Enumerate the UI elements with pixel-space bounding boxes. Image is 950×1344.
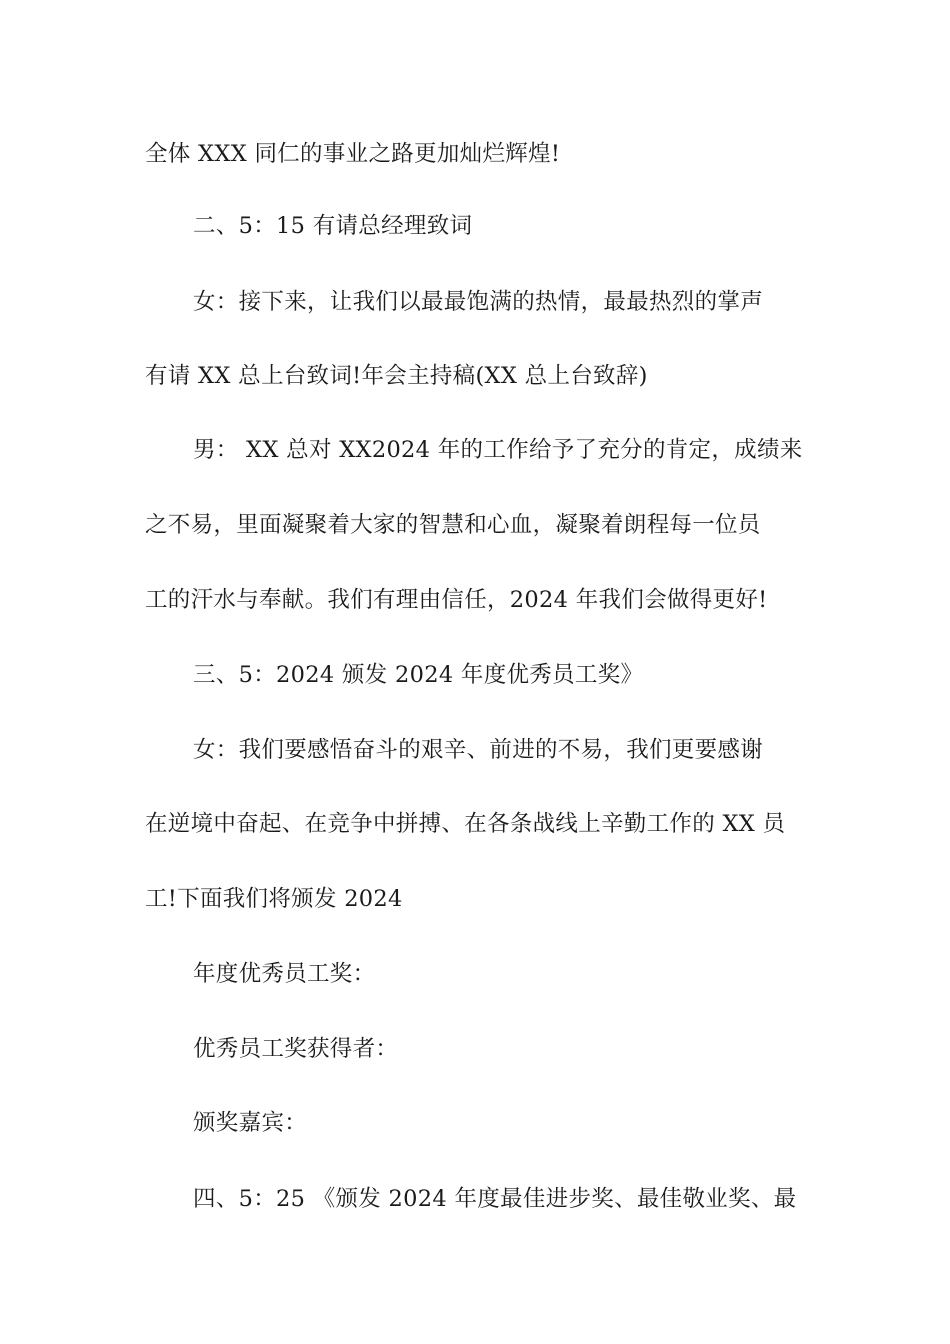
- text-line: 有请 XX 总上台致词!年会主持稿(XX 总上台致辞): [145, 363, 648, 389]
- text-line: 女：接下来，让我们以最最饱满的热情，最最热烈的掌声: [193, 289, 764, 315]
- text-line: 年度优秀员工奖：: [193, 961, 376, 987]
- text-line: 优秀员工奖获得者：: [193, 1036, 399, 1062]
- text-line: 男： XX 总对 XX2024 年的工作给予了充分的肯定，成绩来: [193, 437, 803, 463]
- text-line: 全体 XXX 同仁的事业之路更加灿烂辉煌!: [145, 141, 561, 167]
- section-heading: 二、5：15 有请总经理致词: [193, 213, 473, 239]
- text-line: 之不易，里面凝聚着大家的智慧和心血，凝聚着朗程每一位员: [145, 512, 761, 538]
- text-line: 工!下面我们将颁发 2024: [145, 886, 403, 912]
- text-line: 工的汗水与奉献。我们有理由信任，2024 年我们会做得更好!: [145, 587, 768, 613]
- text-line: 在逆境中奋起、在竞争中拼搏、在各条战线上辛勤工作的 XX 员: [145, 811, 786, 837]
- text-line: 女：我们要感悟奋斗的艰辛、前进的不易，我们更要感谢: [193, 737, 764, 763]
- section-heading: 三、5：2024 颁发 2024 年度优秀员工奖》: [193, 662, 644, 688]
- text-line: 颁奖嘉宾：: [193, 1110, 308, 1136]
- section-heading: 四、5：25 《颁发 2024 年度最佳进步奖、最佳敬业奖、最: [193, 1186, 797, 1212]
